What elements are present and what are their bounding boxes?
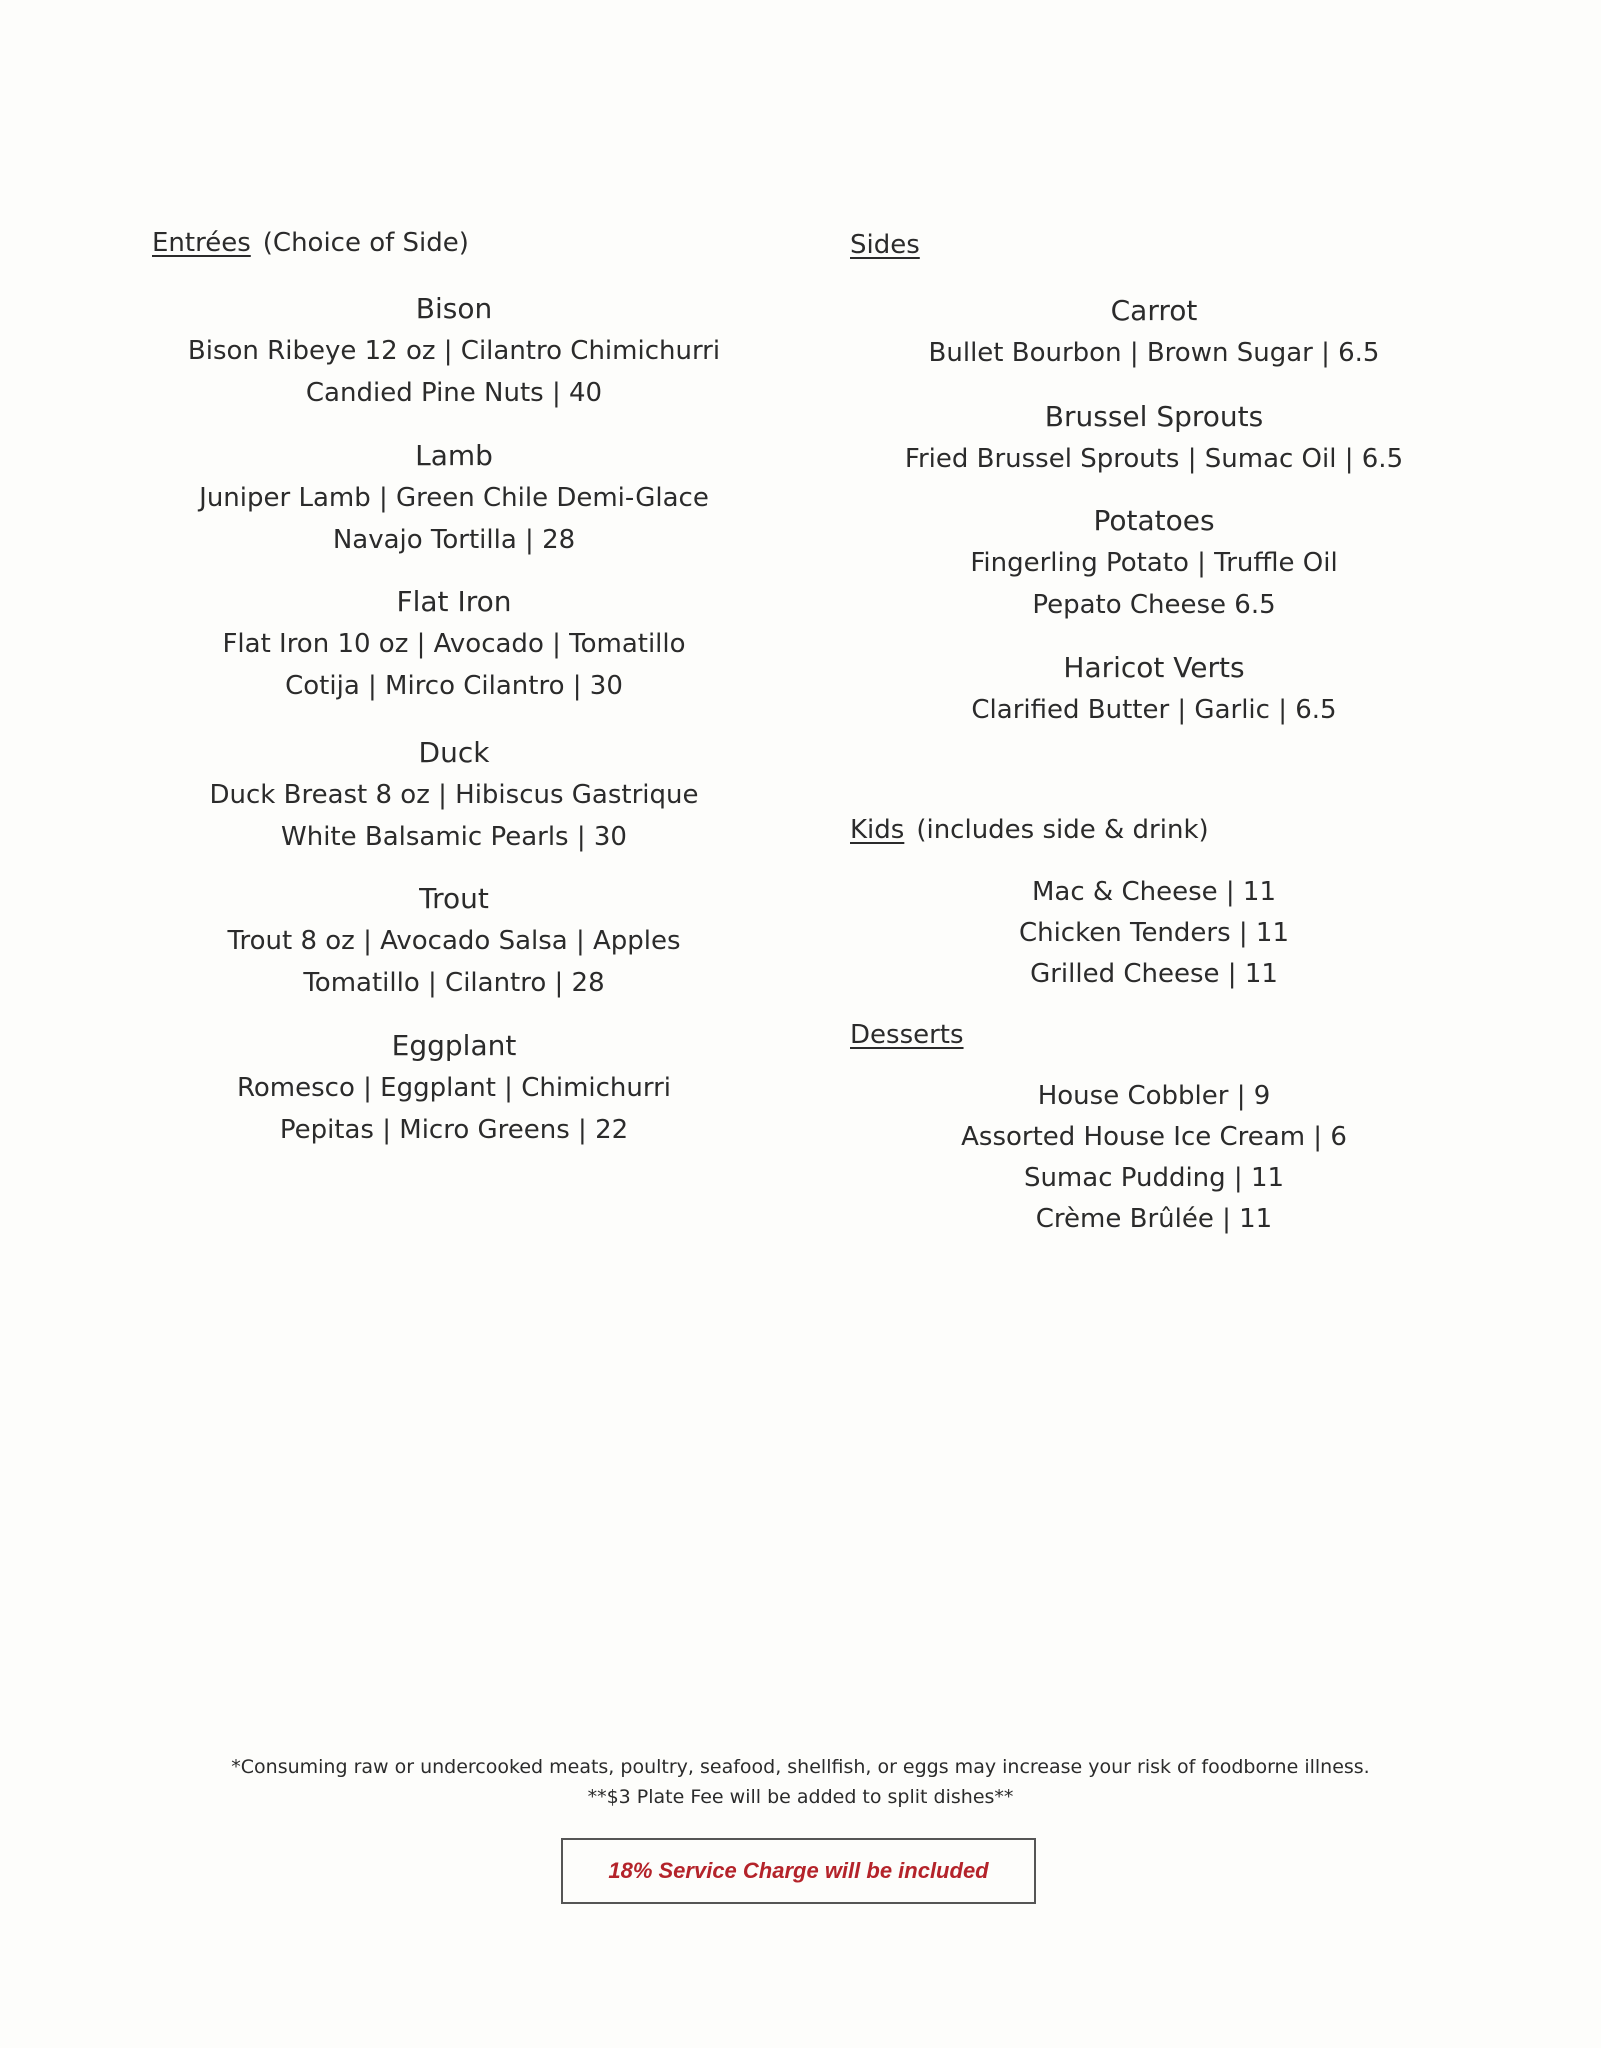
- entree-description: Navajo Tortilla | 28: [332, 525, 576, 555]
- sides-heading: [850, 230, 920, 260]
- list-item: Crème Brûlée | 11: [1035, 1204, 1273, 1234]
- list-item: Chicken Tenders | 11: [1018, 918, 1290, 948]
- kids-note: (includes side & drink): [916, 815, 1209, 845]
- entree-bison: [104, 288, 804, 414]
- side-potatoes: [804, 500, 1504, 626]
- entrees-heading: [152, 228, 469, 258]
- entrees-title: Entrées: [152, 228, 251, 258]
- list-item: Sumac Pudding | 11: [1023, 1163, 1285, 1193]
- list-item: Grilled Cheese | 11: [1030, 959, 1278, 989]
- desserts-title: Desserts: [850, 1020, 964, 1050]
- entree-name: Trout: [419, 882, 489, 915]
- entree-eggplant: [104, 1025, 804, 1151]
- list-item: Mac & Cheese | 11: [1031, 877, 1276, 907]
- entree-name: Duck: [418, 736, 490, 769]
- kids-title: Kids: [850, 815, 905, 845]
- entree-name: Bison: [415, 292, 493, 325]
- list-item: Assorted House Ice Cream | 6: [961, 1122, 1347, 1152]
- entree-name: Eggplant: [391, 1029, 517, 1062]
- side-name: Brussel Sprouts: [1044, 400, 1264, 433]
- side-name: Potatoes: [1093, 504, 1215, 537]
- sides-title: Sides: [850, 230, 920, 260]
- entree-lamb: [104, 435, 804, 561]
- entree-description: Tomatillo | Cilantro | 28: [303, 968, 605, 998]
- entree-description: White Balsamic Pearls | 30: [281, 822, 627, 852]
- entree-description: Bison Ribeye 12 oz | Cilantro Chimichurri: [187, 336, 721, 366]
- service-charge-box: [561, 1838, 1036, 1904]
- entree-description: Romesco | Eggplant | Chimichurri: [236, 1073, 672, 1103]
- entrees-note: (Choice of Side): [262, 228, 469, 258]
- service-charge-text: 18% Service Charge will be included: [608, 1858, 989, 1883]
- side-description: Bullet Bourbon | Brown Sugar | 6.5: [928, 338, 1380, 368]
- side-brussel-sprouts: [804, 396, 1504, 480]
- side-name: Carrot: [1110, 294, 1198, 327]
- desserts-list: [804, 1076, 1504, 1240]
- entree-description: Trout 8 oz | Avocado Salsa | Apples: [227, 926, 681, 956]
- entree-description: Duck Breast 8 oz | Hibiscus Gastrique: [209, 780, 699, 810]
- entree-description: Juniper Lamb | Green Chile Demi-Glace: [199, 483, 709, 513]
- entree-duck: [104, 732, 804, 858]
- side-description: Fried Brussel Sprouts | Sumac Oil | 6.5: [904, 444, 1404, 474]
- foodborne-disclaimer: *Consuming raw or undercooked meats, poultry, seafood, shellfish, or eggs may increase your risk of foodborne illness.: [231, 1756, 1370, 1778]
- entree-description: Candied Pine Nuts | 40: [305, 378, 603, 408]
- entree-name: Flat Iron: [396, 585, 512, 618]
- side-description: Clarified Butter | Garlic | 6.5: [971, 695, 1337, 725]
- entree-flat-iron: [104, 581, 804, 707]
- side-haricot-verts: [804, 647, 1504, 731]
- side-name: Haricot Verts: [1063, 651, 1245, 684]
- side-carrot: [804, 290, 1504, 374]
- kids-list: [804, 872, 1504, 995]
- kids-heading: [850, 815, 1209, 845]
- plate-fee-note: **$3 Plate Fee will be added to split dishes**: [587, 1786, 1014, 1808]
- side-description: Fingerling Potato | Truffle Oil: [970, 548, 1338, 578]
- entree-name: Lamb: [415, 439, 493, 472]
- entree-description: Pepitas | Micro Greens | 22: [279, 1115, 629, 1145]
- entree-description: Flat Iron 10 oz | Avocado | Tomatillo: [222, 629, 686, 659]
- desserts-heading: [850, 1020, 964, 1050]
- side-description: Pepato Cheese 6.5: [1032, 590, 1276, 620]
- entree-trout: [104, 878, 804, 1004]
- entree-description: Cotija | Mirco Cilantro | 30: [285, 671, 623, 701]
- list-item: House Cobbler | 9: [1037, 1081, 1271, 1111]
